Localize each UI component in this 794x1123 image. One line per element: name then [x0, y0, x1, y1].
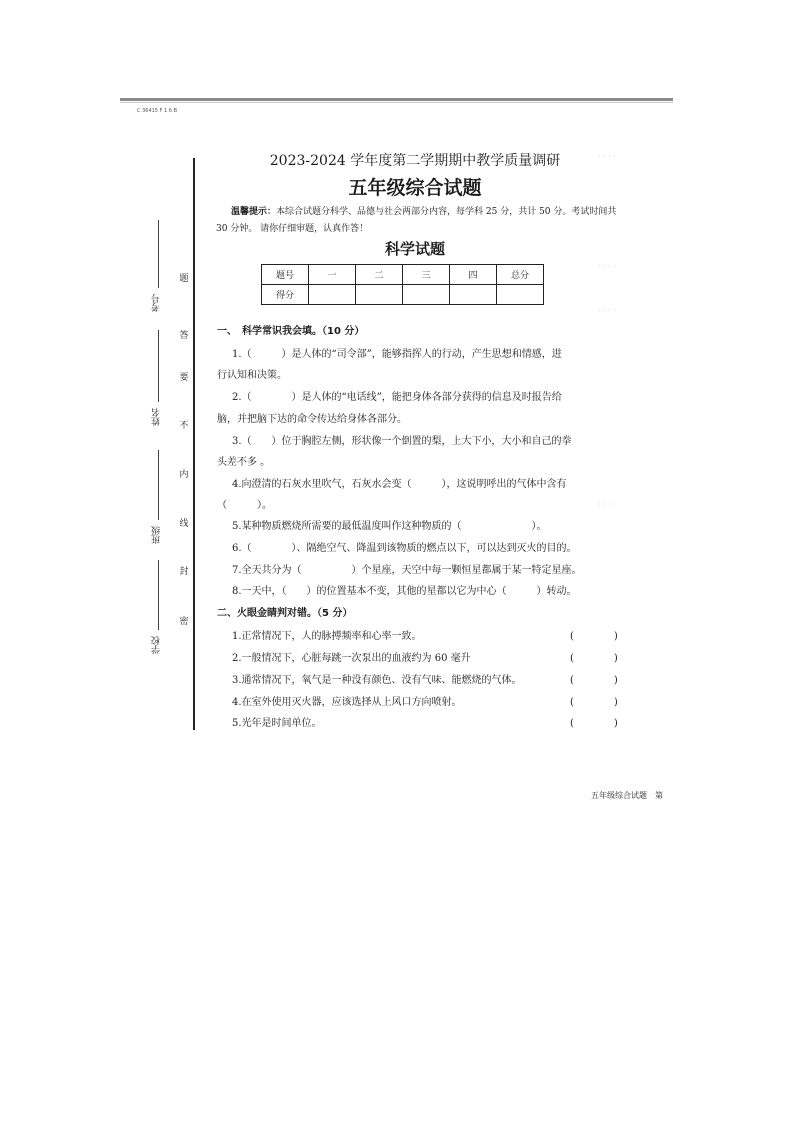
- question-line: 1.（ ）是人体的“司令部”，能够指挥人的行动，产生思想和情感，进: [232, 349, 562, 360]
- question-line: 3.（ ）位于胸腔左侧，形状像一个倒置的梨，上大下小，大小和自己的拳: [232, 436, 572, 447]
- question-line: 2.（ ）是人体的“电话线”，能把身体各部分获得的信息及时报告给: [232, 392, 562, 403]
- tips-text: 本综合试题分科学、品德与社会两部分内容，每学科 25 分，共计 50 分。考试时间共 30 分钟。 请你仔细审题，认真作答！: [216, 207, 617, 234]
- seal-char: 答: [179, 331, 189, 341]
- true-false-item: 5.光年是时间单位。: [232, 718, 322, 729]
- seal-char: 不: [179, 421, 189, 431]
- question-line: 6.（ ）、隔绝空气、降温到该物质的燃点以下，可以达到灭火的目的。: [232, 543, 577, 554]
- score-table-header: 四: [450, 265, 497, 285]
- binding-line: [193, 158, 195, 730]
- score-table-score-row: [262, 285, 544, 305]
- bleed-through-mark: · · · ·: [598, 152, 616, 161]
- question-line: 7.全天共分为（ ）个星座，天空中每一颗恒星都属于某一特定星座。: [232, 565, 582, 576]
- school-blank: [158, 560, 159, 630]
- exam-no-label: 考号: [152, 294, 162, 312]
- section-2-title: 二、火眼金睛判对错。（5 分）: [217, 608, 353, 619]
- name-blank: [158, 330, 159, 402]
- question-line: 行认知和决策。: [217, 370, 287, 381]
- score-cell[interactable]: [403, 285, 450, 305]
- question-line: 4.向澄清的石灰水里吹气，石灰水会变（ ），这说明呼出的气体中含有: [232, 479, 567, 490]
- seal-char: 封: [179, 567, 189, 577]
- score-cell[interactable]: [309, 285, 356, 305]
- answer-box[interactable]: ( ): [570, 675, 618, 686]
- tips-paragraph: [216, 204, 626, 238]
- page-footer: 五年级综合试题 第: [591, 791, 663, 800]
- answer-box[interactable]: ( ): [570, 697, 618, 708]
- scan-code: C 36415 F 1 6 B: [137, 108, 178, 114]
- subject-title: 科学试题: [384, 240, 445, 258]
- score-row-label: 得分: [262, 285, 309, 305]
- true-false-item: 3.通常情况下，氧气是一种没有颜色、没有气味、能燃烧的气体。: [232, 675, 522, 686]
- score-cell[interactable]: [497, 285, 544, 305]
- exam-no-blank: [158, 220, 159, 288]
- question-line: （ ）。: [217, 500, 272, 511]
- answer-box[interactable]: ( ): [570, 631, 618, 642]
- score-table-header: 题号: [262, 265, 309, 285]
- score-table-header: 总分: [497, 265, 544, 285]
- question-line: 5.某种物质燃烧所需要的最低温度叫作这种物质的（ ）。: [232, 521, 547, 532]
- school-label: 学校: [152, 636, 162, 654]
- true-false-item: 1.正常情况下，人的脉搏频率和心率一致。: [232, 631, 422, 642]
- score-table-header-row: [262, 265, 544, 285]
- bleed-through-mark: · · · ·: [598, 262, 616, 271]
- section-1-title: 一、 科学常识我会填。（10 分）: [217, 326, 365, 337]
- question-line: 8.一天中，（ ）的位置基本不变，其他的星都以它为中心（ ）转动。: [232, 586, 577, 597]
- class-blank: [158, 450, 159, 520]
- answer-box[interactable]: ( ): [570, 653, 618, 664]
- question-line: 脑，并把脑下达的命令传达给身体各部分。: [217, 414, 407, 425]
- seal-char: 题: [179, 274, 189, 284]
- score-table-header: 二: [356, 265, 403, 285]
- score-table: [261, 264, 544, 305]
- question-line: 头差不多 。: [217, 457, 271, 468]
- seal-char: 要: [179, 373, 189, 383]
- true-false-item: 2.一般情况下，心脏每跳一次泵出的血液约为 60 毫升: [232, 653, 471, 664]
- answer-box[interactable]: ( ): [570, 718, 618, 729]
- seal-char: 线: [179, 519, 189, 529]
- page-title: 五年级综合试题: [348, 177, 482, 199]
- score-cell[interactable]: [356, 285, 403, 305]
- name-label: 姓名: [152, 408, 162, 426]
- score-table-header: 一: [309, 265, 356, 285]
- seal-char: 密: [179, 617, 189, 627]
- scan-top-edge-shadow: [120, 102, 673, 103]
- bleed-through-mark: · · · ·: [598, 306, 616, 315]
- survey-title: 2023-2024 学年度第二学期期中教学质量调研: [269, 153, 561, 169]
- bleed-through-mark: · · · ·: [598, 500, 616, 509]
- seal-char: 内: [179, 470, 189, 480]
- true-false-item: 4.在室外使用灭火器，应该选择从上风口方向喷射。: [232, 697, 462, 708]
- class-label: 班级: [152, 526, 162, 544]
- tips-label: 温馨提示：: [231, 207, 277, 217]
- score-table-header: 三: [403, 265, 450, 285]
- scan-top-edge: [120, 98, 673, 101]
- score-cell[interactable]: [450, 285, 497, 305]
